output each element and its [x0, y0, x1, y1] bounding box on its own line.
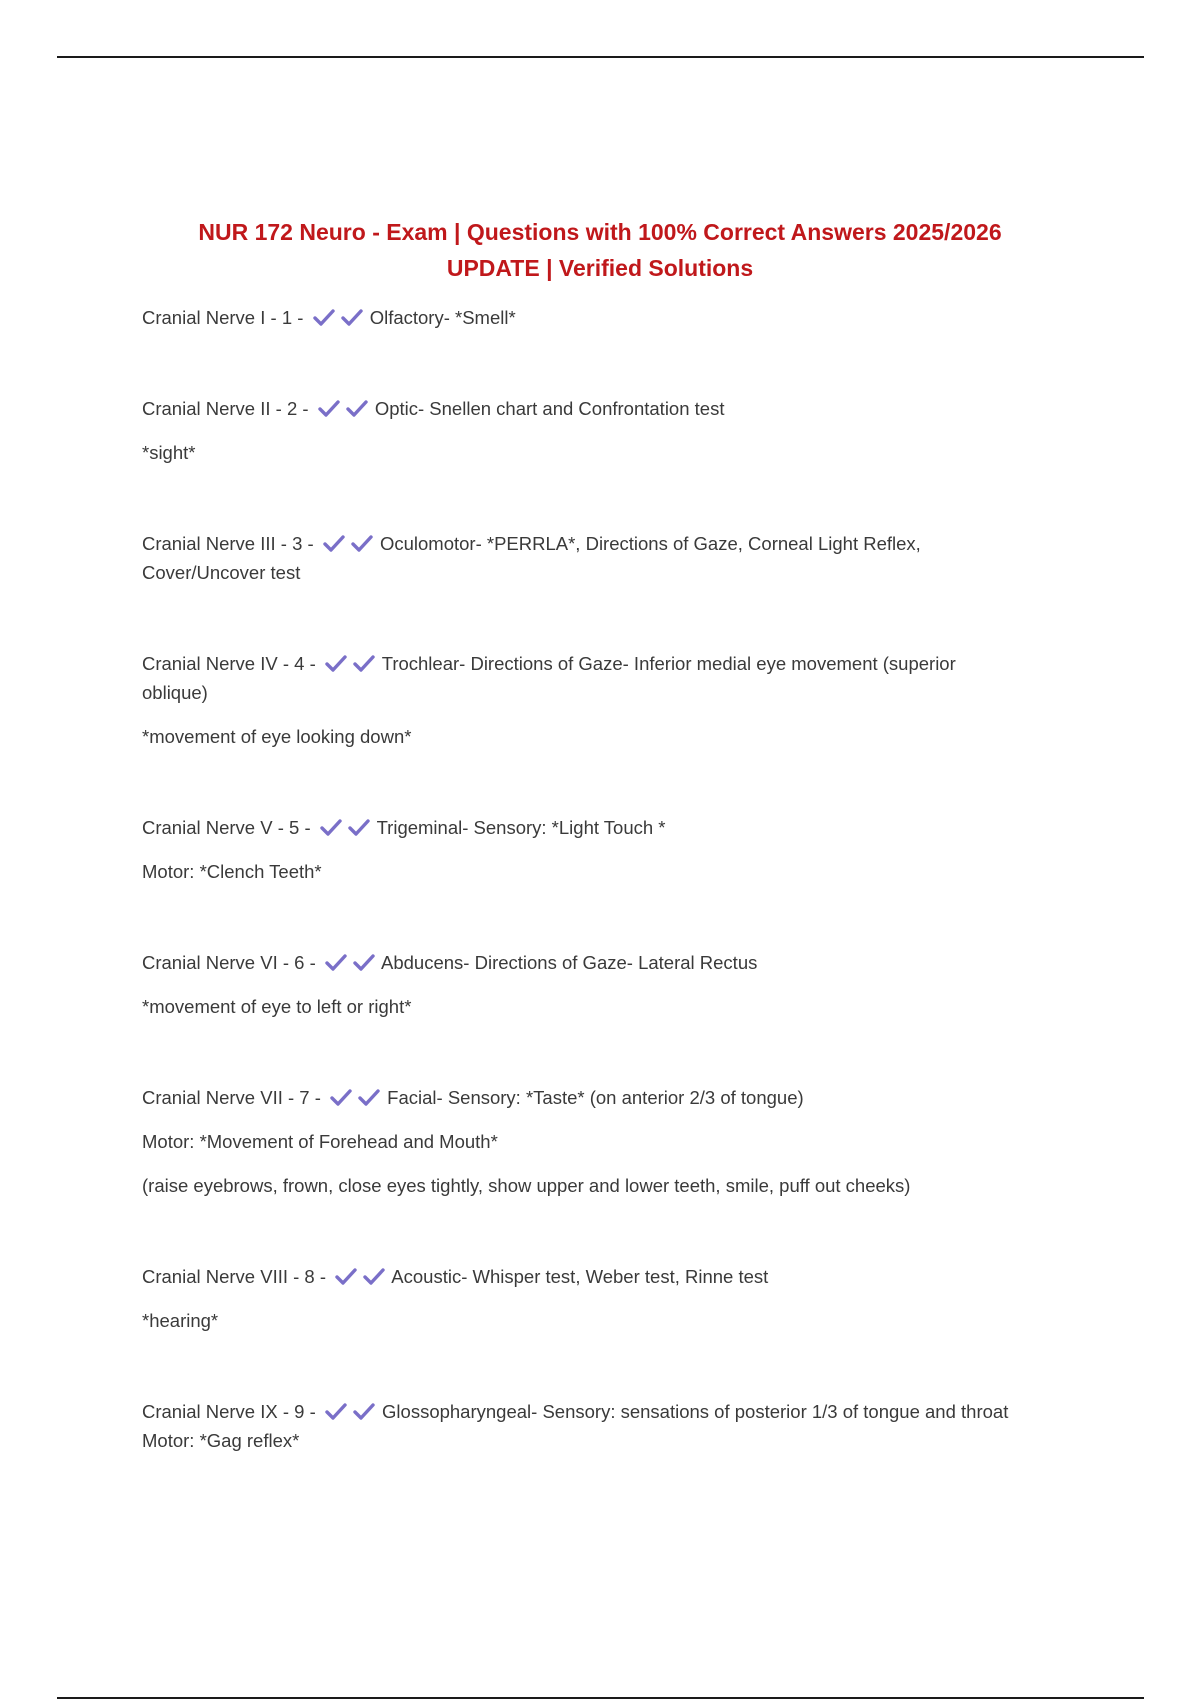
title-line-1: NUR 172 Neuro - Exam | Questions with 100% Correct Answers 2025/2026: [198, 219, 1002, 245]
top-rule: [57, 56, 1144, 58]
qa-entry: [142, 649, 1072, 751]
answer-text: Trochlear- Directions of Gaze- Inferior medial eye movement (superior: [381, 653, 956, 674]
check-mark-icon: [353, 954, 375, 972]
question-text: Cranial Nerve I - 1 -: [142, 307, 304, 328]
check-mark-icon: [325, 954, 347, 972]
check-mark-icon: [325, 655, 347, 673]
answer-extra-line: *movement of eye looking down*: [142, 726, 412, 747]
check-mark-icon: [320, 819, 342, 837]
answer-wrap-line: Cover/Uncover test: [142, 562, 301, 583]
check-mark-icon: [313, 309, 335, 327]
qa-line: [142, 813, 1072, 842]
answer-wrap-line: Motor: *Gag reflex*: [142, 1430, 300, 1451]
qa-entry: [142, 1083, 1072, 1200]
qa-line: [142, 303, 1072, 332]
check-mark-icon: [353, 1403, 375, 1421]
check-mark-icon: [341, 309, 363, 327]
answer-wrap-line: oblique): [142, 682, 208, 703]
question-text: Cranial Nerve III - 3 -: [142, 533, 314, 554]
qa-entry: [142, 1262, 1072, 1335]
title-line-2: UPDATE | Verified Solutions: [446, 255, 754, 281]
qa-line: [142, 649, 1072, 678]
qa-entry: [142, 394, 1072, 467]
question-text: Cranial Nerve VI - 6 -: [142, 952, 316, 973]
question-text: Cranial Nerve IX - 9 -: [142, 1401, 316, 1422]
qa-entry: [142, 529, 1072, 587]
qa-line: [142, 1262, 1072, 1291]
answer-text: Glossopharyngeal- Sensory: sensations of posterior 1/3 of tongue and throat: [382, 1401, 1009, 1422]
answer-extra-line: *sight*: [142, 442, 196, 463]
qa-line: [142, 394, 1072, 423]
question-text: Cranial Nerve V - 5 -: [142, 817, 311, 838]
answer-extra-line: *movement of eye to left or right*: [142, 996, 412, 1017]
question-text: Cranial Nerve VIII - 8 -: [142, 1266, 327, 1287]
question-text: Cranial Nerve II - 2 -: [142, 398, 309, 419]
qa-line: [142, 1083, 1072, 1112]
answer-extra-line: Motor: *Movement of Forehead and Mouth*: [142, 1131, 498, 1152]
check-mark-icon: [325, 1403, 347, 1421]
qa-line: [142, 1397, 1072, 1426]
document-title: [140, 214, 1060, 286]
answer-text: Facial- Sensory: *Taste* (on anterior 2/3 of tongue): [387, 1087, 804, 1108]
check-mark-icon: [358, 1089, 380, 1107]
answer-extra-line: (raise eyebrows, frown, close eyes tightly, show upper and lower teeth, smile, puff out cheeks): [142, 1175, 911, 1196]
check-mark-icon: [363, 1268, 385, 1286]
bottom-rule: [57, 1697, 1144, 1699]
check-mark-icon: [353, 655, 375, 673]
check-mark-icon: [335, 1268, 357, 1286]
qa-list: [142, 303, 1072, 1517]
check-mark-icon: [330, 1089, 352, 1107]
question-text: Cranial Nerve VII - 7 -: [142, 1087, 321, 1108]
answer-text: Olfactory- *Smell*: [369, 307, 516, 328]
check-mark-icon: [346, 400, 368, 418]
check-mark-icon: [351, 535, 373, 553]
answer-extra-line: Motor: *Clench Teeth*: [142, 861, 322, 882]
answer-text: Trigeminal- Sensory: *Light Touch *: [376, 817, 666, 838]
qa-entry: [142, 948, 1072, 1021]
qa-entry: [142, 813, 1072, 886]
check-mark-icon: [318, 400, 340, 418]
qa-entry: [142, 1397, 1072, 1455]
answer-text: Abducens- Directions of Gaze- Lateral Rectus: [381, 952, 758, 973]
check-mark-icon: [323, 535, 345, 553]
answer-text: Optic- Snellen chart and Confrontation test: [374, 398, 725, 419]
answer-text: Acoustic- Whisper test, Weber test, Rinne test: [391, 1266, 769, 1287]
qa-line: [142, 948, 1072, 977]
question-text: Cranial Nerve IV - 4 -: [142, 653, 316, 674]
qa-line: [142, 529, 1072, 558]
qa-entry: [142, 303, 1072, 332]
answer-extra-line: *hearing*: [142, 1310, 219, 1331]
check-mark-icon: [348, 819, 370, 837]
answer-text: Oculomotor- *PERRLA*, Directions of Gaze, Corneal Light Reflex,: [379, 533, 921, 554]
